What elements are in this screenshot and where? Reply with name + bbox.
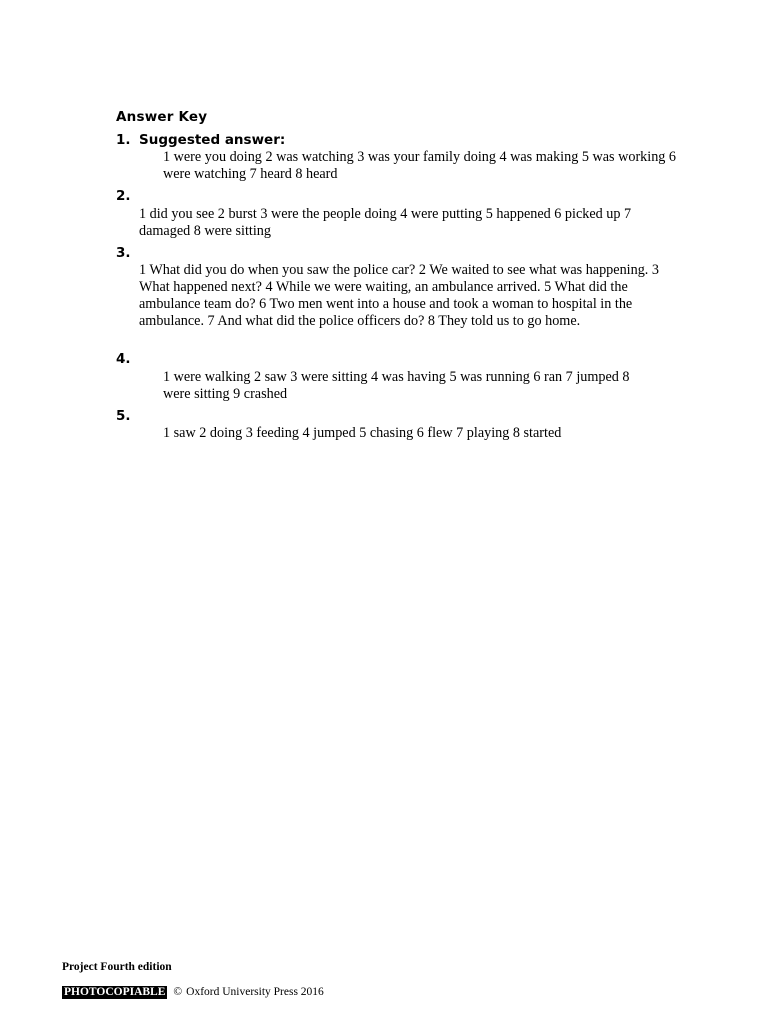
page-title: Answer Key <box>116 109 208 125</box>
footer-publisher: Oxford University Press 2016 <box>186 986 324 998</box>
question-1-number: 1. <box>116 132 131 148</box>
question-5-number: 5. <box>116 408 131 424</box>
question-3-answer: 1 What did you do when you saw the police car? 2 We waited to see what was happening. 3 What happened next? 4 While we were waiting, an ambulance arrived. 5 What did the ambulance team do? 6 Two men went into a house and took a woman to hospital in the ambulance. 7 And what did the police officers do? 8 They told us to go home. <box>139 262 659 329</box>
footer-copyright-line <box>62 986 324 999</box>
question-4-number: 4. <box>116 351 131 367</box>
photocopiable-badge: PHOTOCOPIABLE <box>64 986 166 998</box>
question-2-number: 2. <box>116 188 131 204</box>
question-5-answer: 1 saw 2 doing 3 feeding 4 jumped 5 chasing 6 flew 7 playing 8 started <box>163 425 562 441</box>
footer-edition: Project Fourth edition <box>62 961 172 973</box>
question-4-answer: 1 were walking 2 saw 3 were sitting 4 was having 5 was running 6 ran 7 jumped 8 were sitting 9 crashed <box>163 369 630 402</box>
question-1-answer: 1 were you doing 2 was watching 3 was your family doing 4 was making 5 was working 6 were watching 7 heard 8 heard <box>163 149 677 182</box>
question-2-answer: 1 did you see 2 burst 3 were the people doing 4 were putting 5 happened 6 picked up 7 damaged 8 were sitting <box>139 206 632 239</box>
copyright-icon: © <box>173 986 183 998</box>
question-3-number: 3. <box>116 245 131 261</box>
question-1-heading: Suggested answer: <box>139 132 286 148</box>
